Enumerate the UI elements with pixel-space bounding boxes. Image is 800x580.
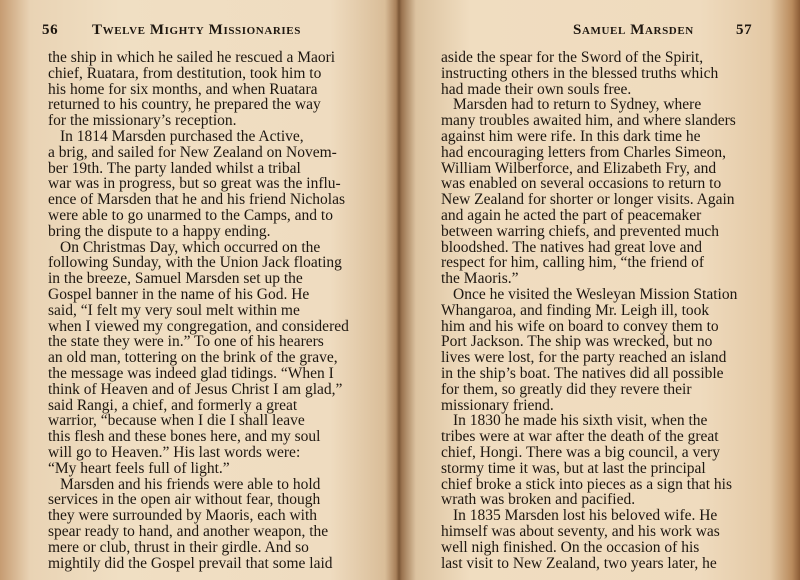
text-line: following Sunday, with the Union Jack floating <box>48 254 342 272</box>
text-line: him and his wife on board to convey them to <box>441 317 719 335</box>
left-page <box>0 0 398 580</box>
text-line: ence of Marsden that he and his friend Nicholas <box>48 191 345 209</box>
text-line: himself was about seventy, and his work was <box>441 522 720 540</box>
text-line: returned to his country, he prepared the way <box>48 96 321 114</box>
text-line: war was in progress, but so great was the influ- <box>48 175 341 193</box>
text-line: William Wilberforce, and Elizabeth Fry, and <box>441 159 717 177</box>
running-head: Twelve Mighty Missionaries <box>92 22 301 38</box>
text-line: Whangaroa, and finding Mr. Leigh ill, took <box>441 301 710 319</box>
text-line: instructing others in the blessed truths which <box>441 64 719 82</box>
text-line: in the breeze, Samuel Marsden set up the <box>48 270 303 288</box>
right-page <box>401 0 800 580</box>
text-line: spear ready to hand, and another weapon, the <box>48 522 329 540</box>
text-line: Port Jackson. The ship was wrecked, but no <box>441 333 713 351</box>
text-line: they were surrounded by Maoris, each with <box>48 507 318 525</box>
text-line: the state they were in.” To one of his hearers <box>48 333 324 351</box>
text-line: the Maoris.” <box>441 270 519 288</box>
page-number: 57 <box>736 22 753 38</box>
text-line: had encouraging letters from Charles Simeon, <box>441 143 726 161</box>
running-head: Samuel Marsden <box>573 22 694 38</box>
text-line: In 1835 Marsden lost his beloved wife. He <box>453 507 718 525</box>
text-line: bloodshed. The natives had great love and <box>441 238 702 256</box>
text-line: missionary friend. <box>441 396 554 414</box>
text-line: In 1830 he made his sixth visit, when the <box>453 412 708 430</box>
text-line: his home for six months, and when Ruatara <box>48 80 318 98</box>
right-page-header <box>401 22 800 46</box>
text-line: lives were lost, for the party reached an island <box>441 349 727 367</box>
text-line: wrath was broken and pacified. <box>441 491 636 509</box>
text-line: the ship in which he sailed he rescued a Maori <box>48 49 336 66</box>
text-line: In 1814 Marsden purchased the Active, <box>60 127 304 145</box>
text-line: for them, so greatly did they revere their <box>441 380 692 398</box>
text-line: Once he visited the Wesleyan Mission Station <box>453 285 738 303</box>
text-line: mere or club, thrust in their girdle. And so <box>48 538 309 556</box>
text-line: well nigh finished. On the occasion of his <box>441 538 700 556</box>
left-page-header <box>0 22 398 46</box>
page-number: 56 <box>42 22 59 38</box>
right-page-text <box>441 50 763 571</box>
text-line: services in the open air without fear, though <box>48 491 321 509</box>
text-line: Marsden had to return to Sydney, where <box>453 96 702 114</box>
text-line: for the missionary’s reception. <box>48 112 237 130</box>
text-line: between warring chiefs, and prevented much <box>441 222 720 240</box>
text-line: mightily did the Gospel prevail that some laid <box>48 554 333 572</box>
text-line: said, “I felt my very soul melt within me <box>48 301 300 319</box>
text-line: and again he acted the part of peacemaker <box>441 206 702 224</box>
text-line: warrior, “because when I die I shall leave <box>48 412 305 430</box>
left-page-text <box>48 49 350 572</box>
text-line: tribes were at war after the death of the great <box>441 428 719 446</box>
text-line: think of Heaven and of Jesus Christ I am glad,” <box>48 380 343 398</box>
text-line: Marsden and his friends were able to hold <box>60 475 321 493</box>
text-line: chief, Hongi. There was a big council, a very <box>441 443 721 461</box>
text-line: were able to go unarmed to the Camps, and to <box>48 206 333 224</box>
text-line: had made their own souls free. <box>441 80 632 98</box>
text-line: many troubles awaited him, and where slanders <box>441 112 736 130</box>
text-line: Gospel banner in the name of his God. He <box>48 285 310 303</box>
text-line: New Zealand for shorter or longer visits. Again <box>441 191 735 209</box>
text-line: respect for him, calling him, “the friend of <box>441 254 704 272</box>
text-line: aside the spear for the Sword of the Spirit, <box>441 49 704 66</box>
text-line: this flesh and these bones here, and my soul <box>48 428 321 446</box>
text-line: last visit to New Zealand, two years later, he <box>441 554 717 572</box>
text-line: On Christmas Day, which occurred on the <box>60 238 321 256</box>
text-line: stormy time it was, but at last the principal <box>441 459 706 477</box>
text-line: against him were rife. In this dark time he <box>441 127 701 145</box>
text-line: a brig, and sailed for New Zealand on Novem- <box>48 143 337 161</box>
text-line: bring the dispute to a happy ending. <box>48 222 271 240</box>
text-line: chief, Ruatara, from destitution, took him to <box>48 64 322 82</box>
text-line: the message was indeed glad tidings. “When I <box>48 364 334 382</box>
text-line: when I viewed my congregation, and considered <box>48 317 349 335</box>
text-line: an old man, tottering on the brink of the grave, <box>48 349 338 367</box>
text-line: ber 19th. The party landed whilst a tribal <box>48 159 301 177</box>
text-line: in the ship’s boat. The natives did all possible <box>441 364 724 382</box>
text-line: chief broke a stick into pieces as a sign that his <box>441 475 732 493</box>
text-line: was enabled on several occasions to return to <box>441 175 722 193</box>
text-line: will go to Heaven.” His last words were: <box>48 443 301 461</box>
text-line: “My heart feels full of light.” <box>48 459 230 477</box>
text-line: said Rangi, a chief, and formerly a great <box>48 396 298 414</box>
